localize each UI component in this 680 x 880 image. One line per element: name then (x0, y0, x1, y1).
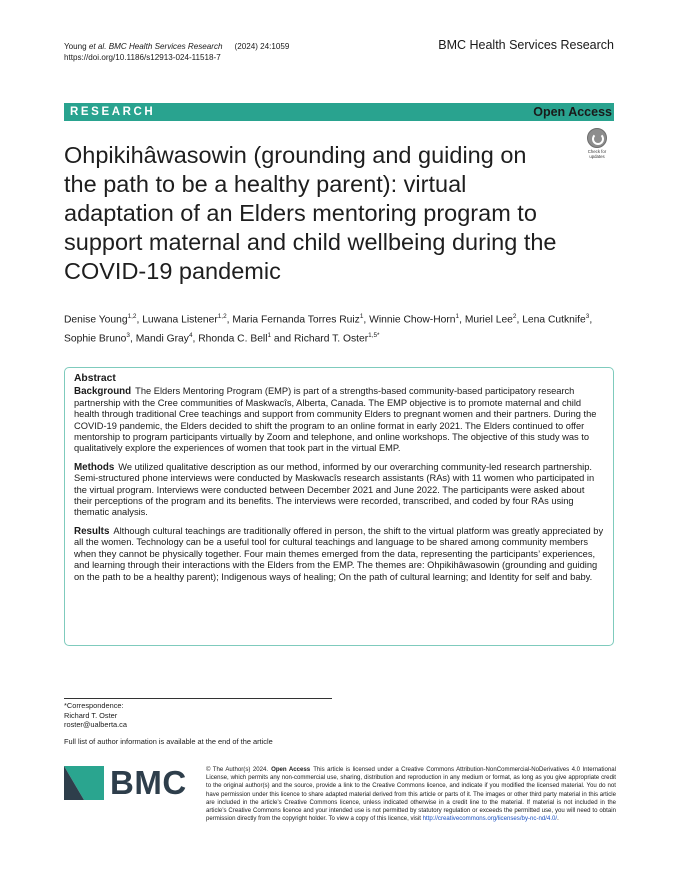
author-name: Rhonda C. Bell (198, 333, 268, 345)
author-name: Luwana Listener (142, 314, 218, 326)
license-statement (206, 766, 616, 823)
author-affiliation: 1 (359, 313, 364, 320)
open-access-label: Open Access (533, 105, 612, 119)
check-for-updates-badge[interactable] (581, 128, 613, 162)
author-name: Richard T. Oster (293, 333, 369, 345)
author-affiliation: 4 (188, 332, 193, 340)
abstract-box (64, 367, 614, 646)
author-prefix: Young (64, 42, 89, 51)
section-label: RESEARCH (70, 106, 156, 118)
author-name: Maria Fernanda Torres Ruiz (232, 314, 360, 326)
correspondence-block (64, 701, 127, 730)
methods-label: Methods (74, 461, 115, 473)
author-affiliation: 3 (126, 332, 130, 340)
bmc-logo (64, 766, 189, 802)
author-affiliation: 1,5* (368, 332, 380, 340)
bmc-logo-mark-icon (64, 766, 108, 800)
year-volume: (2024) 24:1059 (234, 42, 290, 51)
results-label: Results (74, 525, 110, 537)
running-header (64, 41, 289, 63)
author-list: Denise Young$^{1,2}$, Luwana Listener$^{1,2}$, Maria Fernanda Torres Ruiz$^1$, Winnie Chow-Horn$^1$, Muriel Lee$^2$, Lena Cutknife$^3$, Sophie Bruno$^3$, Mandi Gray$^4$, Rhonda C. Bell$^1$ and Richard T. Oster$^{1,5*}$ (64, 313, 593, 345)
updates-line2: updates (589, 154, 605, 159)
open-access-tag: Open Access (271, 766, 311, 773)
license-end: . (557, 815, 559, 823)
updates-badge-text (581, 149, 613, 159)
abstract-background (74, 386, 604, 454)
bmc-wordmark: BMC (110, 764, 187, 801)
correspondence-label: *Correspondence: (64, 701, 124, 710)
journal-name: BMC Health Services Research (438, 38, 614, 52)
abstract-methods (74, 462, 604, 519)
author-affiliation: 3 (585, 313, 590, 320)
article-title: Ohpikihâwasowin (grounding and guiding on the path to be a healthy parent): virtual adaptation of an Elders mentoring program to support maternal and child wellbeing during the COVID-19 pandemic (64, 142, 557, 284)
abstract-heading: Abstract (74, 373, 116, 384)
author-name: Denise Young (64, 314, 128, 326)
section-banner (64, 103, 614, 121)
background-text: The Elders Mentoring Program (EMP) is part of a strengths-based community-based participatory research partnership with the Cree communities of Maskwacîs, Alberta, Canada. The EMP objective is to promote maternal and child health through traditional Cree teachings and support from community Elders to pregnant women and their partners. During the COVID-19 pandemic, the Elders decided to shift the program to an online format in early 2021. The Elders continued to offer mentorship to program participants virtually by Zoom and telephone, and online workshops. The objective of this study was to qualitatively explore the experiences of women that took part in the virtual EMP. (74, 386, 597, 454)
author-name: Winnie Chow-Horn (369, 314, 456, 326)
author-affiliation: 2 (512, 313, 517, 320)
author-affiliation: 1,2 (127, 313, 137, 320)
author-name: Sophie Bruno (64, 333, 127, 345)
author-name: Mandi Gray (135, 333, 189, 345)
license-link[interactable]: http://creativecommons.org/licenses/by-nc-nd/4.0/ (422, 815, 558, 823)
background-label: Background (74, 386, 132, 398)
correspondence-name: Richard T. Oster (64, 710, 118, 720)
doi-link[interactable]: https://doi.org/10.1186/s12913-024-11518-7 (64, 53, 221, 62)
results-text: Although cultural teachings are traditionally offered in person, the shift to the virtual platform was greatly appreciated by all the women. Technology can be a useful tool for cultural teachings and language to be shared among community members when they cannot be physically together. Four main themes emerged from the data, representing the participants’ experiences, and learning through their interactions with the Elders from the EMP. The themes are: Ohpikihâwasowin (grounding and guiding on the path to be a healthy parent); Indigenous ways of healing; On the path of cultural learning; and Identity for self and baby. (74, 525, 604, 582)
author-affiliation: 1 (267, 332, 272, 340)
abstract-results (74, 526, 604, 583)
update-icon (587, 128, 607, 148)
author-name: Muriel Lee (464, 314, 513, 326)
updates-line1: Check for (587, 149, 607, 154)
correspondence-email[interactable]: roster@ualberta.ca (64, 720, 127, 730)
license-text: This article is licensed under a Creative Commons Attribution-NonCommercial-NoDerivatives 4.0 International License, which permits any non-commercial use, sharing, distribution and reproduction in any medium or format, as long as you give appropriate credit to the original author(s) and the source, provide a link to the Creative Commons licence, and indicate if you modified the licensed material. You do not have permission under this licence to share adapted material derived from this article or parts of it. The images or other third party material in this article are included in the article’s Creative Commons licence, unless indicated otherwise in a credit line to the material. If material is not included in the article’s Creative Commons licence and your intended use is not permitted by statutory regulation or exceeds the permitted use, you will need to obtain permission directly from the copyright holder. To view a copy of this licence, visit (206, 766, 616, 823)
methods-text: We utilized qualitative description as our method, informed by our overarching community-led research partnership. Semi-structured phone interviews were conducted by Maskwacîs research assistants (RAs) with 11 women who participated in the virtual program. Interviews were conducted between December 2021 and June 2022. The participants were asked about their perceptions of the program and its benefits. The interviews were recorded, transcribed, and coded by four RAs using thematic analysis. (74, 461, 595, 518)
author-affiliation: 1,2 (217, 313, 227, 320)
author-name: Lena Cutknife (522, 314, 586, 326)
footnote-rule (64, 698, 332, 699)
citation-line (64, 41, 289, 52)
journal-citation: et al. BMC Health Services Research (88, 42, 223, 51)
author-info-note: Full list of author information is available at the end of the article (64, 737, 273, 746)
author-affiliation: 1 (455, 313, 460, 320)
copyright-text: © The Author(s) 2024. (206, 766, 269, 773)
